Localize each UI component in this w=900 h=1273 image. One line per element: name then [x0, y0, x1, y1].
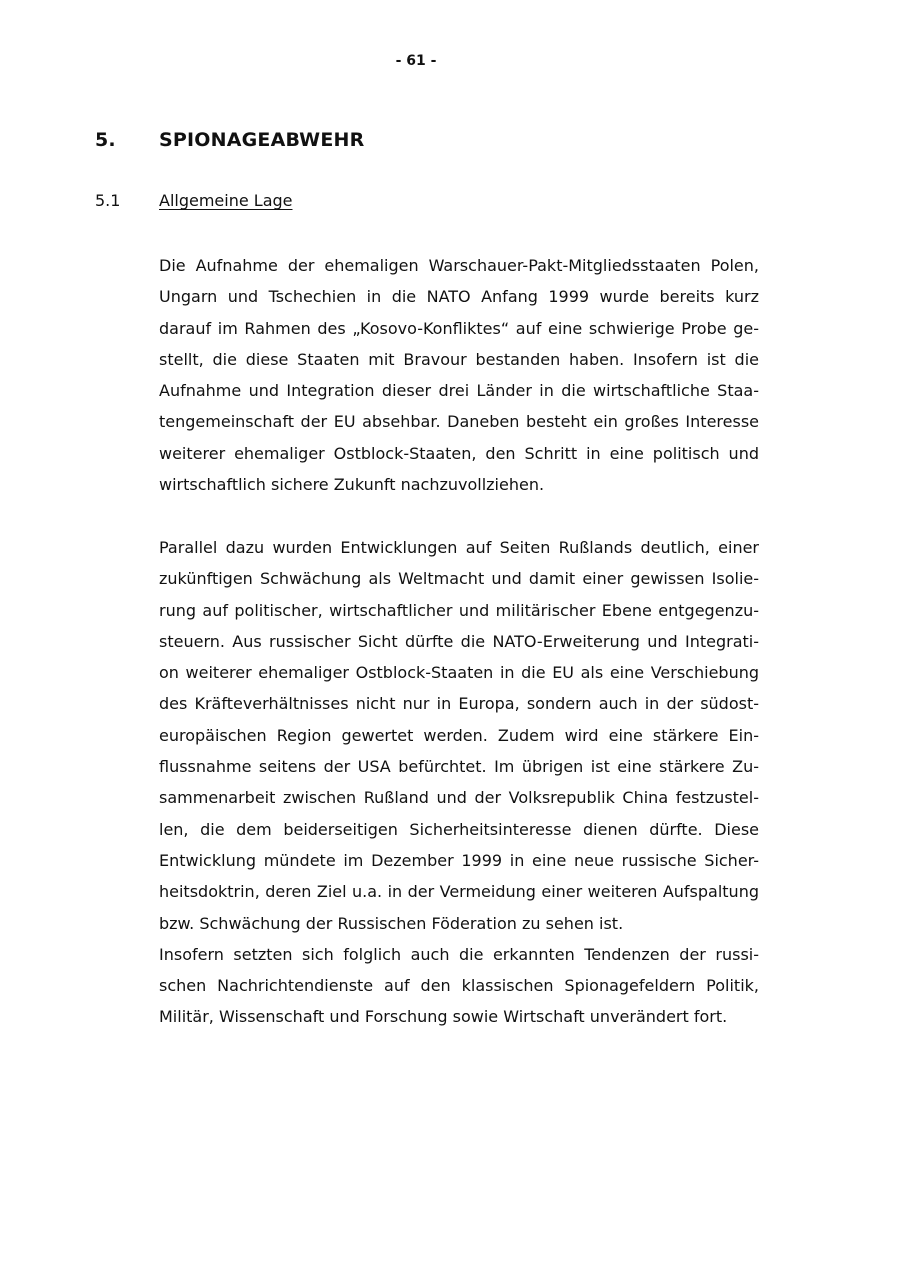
text-line: flussnahme seitens der USA befürchtet. Im übrigen ist eine stärkere Zu-: [159, 757, 759, 777]
section-title: Allgemeine Lage: [159, 191, 293, 210]
page-number: - 61 -: [395, 53, 437, 69]
text-line: europäischen Region gewertet werden. Zudem wird eine stärkere Ein-: [159, 725, 759, 745]
text-line: tengemeinschaft der EU absehbar. Daneben besteht ein großes Interesse: [159, 412, 759, 432]
text-line: heitsdoktrin, deren Ziel u.a. in der Vermeidung einer weiteren Aufspaltung: [159, 882, 759, 902]
text-line: des Kräfteverhältnisses nicht nur in Europa, sondern auch in der südost-: [159, 694, 759, 714]
text-line: on weiterer ehemaliger Ostblock-Staaten in die EU als eine Verschiebung: [159, 663, 759, 683]
chapter-number: 5.: [95, 129, 116, 151]
text-line: bzw. Schwächung der Russischen Föderation zu sehen ist.: [159, 913, 624, 933]
text-line: len, die dem beiderseitigen Sicherheitsinteresse dienen dürfte. Diese: [159, 819, 759, 839]
text-line: Aufnahme und Integration dieser drei Länder in die wirtschaftliche Staa-: [159, 381, 759, 401]
text-line: sammenarbeit zwischen Rußland und der Volksrepublik China festzustel-: [159, 788, 759, 808]
text-line: zukünftigen Schwächung als Weltmacht und damit einer gewissen Isolie-: [159, 569, 759, 589]
text-line: Insofern setzten sich folglich auch die erkannten Tendenzen der russi-: [159, 944, 759, 964]
paragraph-2: [159, 532, 759, 1033]
text-line: steuern. Aus russischer Sicht dürfte die NATO-Erweiterung und Integrati-: [159, 631, 759, 651]
text-line: Entwicklung mündete im Dezember 1999 in eine neue russische Sicher-: [159, 850, 759, 870]
text-line: Parallel dazu wurden Entwicklungen auf Seiten Rußlands deutlich, einer: [159, 538, 759, 557]
chapter-title: SPIONAGEABWEHR: [159, 129, 365, 151]
text-line: darauf im Rahmen des „Kosovo-Konfliktes“ auf eine schwierige Probe ge-: [159, 318, 759, 338]
text-line: rung auf politischer, wirtschaftlicher und militärischer Ebene entgegenzu-: [159, 600, 759, 620]
section-number: 5.1: [95, 191, 121, 210]
text-line: Militär, Wissenschaft und Forschung sowie Wirtschaft unverändert fort.: [159, 1007, 728, 1027]
text-line: schen Nachrichtendienste auf den klassischen Spionagefeldern Politik,: [159, 976, 759, 996]
text-line: Die Aufnahme der ehemaligen Warschauer-Pakt-Mitgliedsstaaten Polen,: [159, 256, 759, 275]
text-line: weiterer ehemaliger Ostblock-Staaten, den Schritt in eine politisch und: [159, 443, 759, 463]
text-line: wirtschaftlich sichere Zukunft nachzuvollziehen.: [159, 475, 545, 495]
text-line: stellt, die diese Staaten mit Bravour bestanden haben. Insofern ist die: [159, 349, 759, 369]
text-line: Ungarn und Tschechien in die NATO Anfang 1999 wurde bereits kurz: [159, 287, 759, 307]
paragraph-1: [159, 250, 759, 500]
